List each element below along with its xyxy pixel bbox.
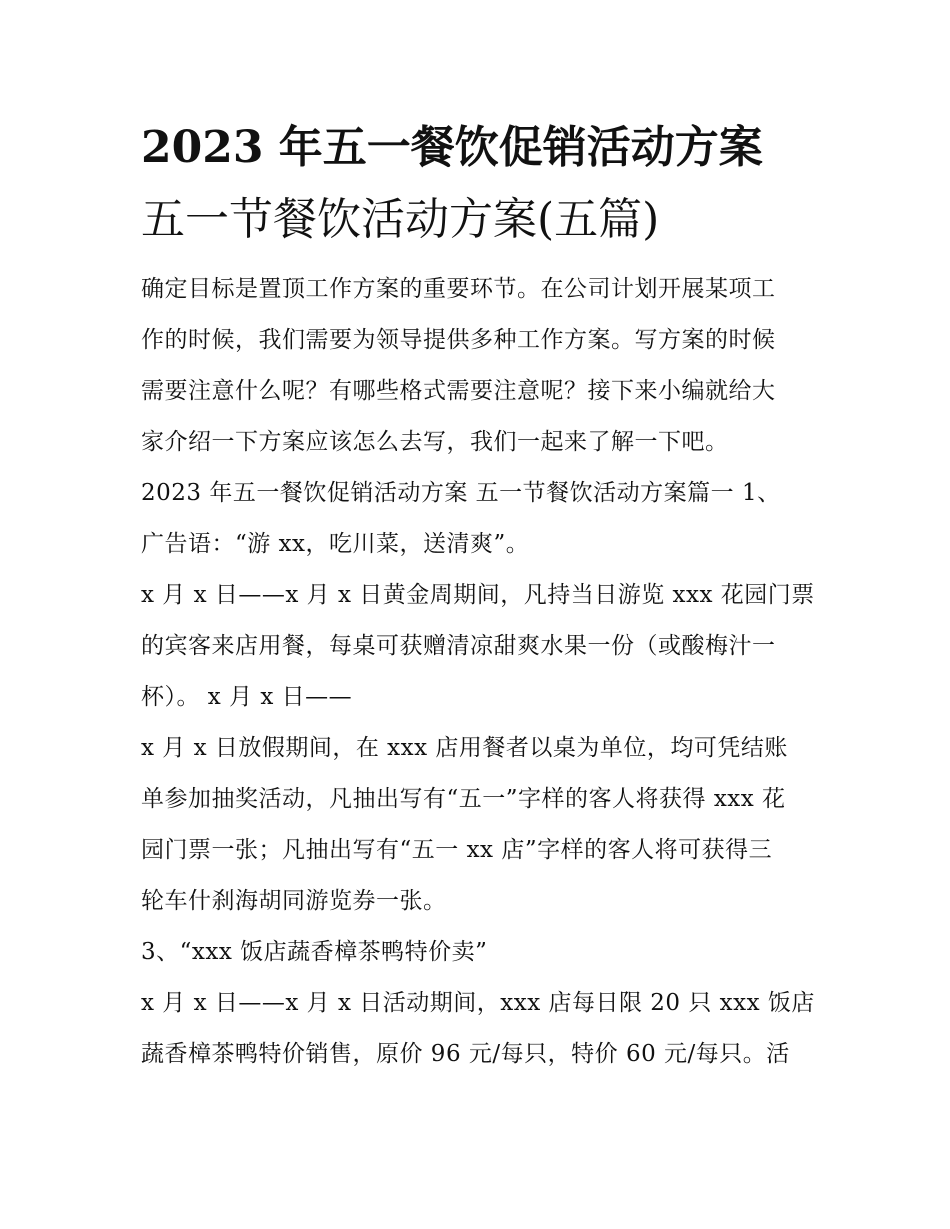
text-line: 确定目标是置顶工作方案的重要环节。在公司计划开展某项工 — [141, 276, 776, 302]
text-line: 需要注意什么呢？有哪些格式需要注意呢？接下来小编就给大 — [141, 378, 776, 404]
text-line: 园门票一张；凡抽出写有“五一 xx 店”字样的客人将可获得三 — [141, 837, 773, 863]
text-line: x 月 x 日放假期间，在 xxx 店用餐者以桌为单位，均可凭结账 — [141, 735, 788, 761]
paragraph-duck-special — [141, 978, 813, 1080]
text-line: 的宾客来店用餐，每桌可获赠清凉甜爽水果一份（或酸梅汁一 — [141, 633, 776, 659]
paragraph-lottery — [141, 723, 813, 927]
title-line-2: 五一节餐饮活动方案(五篇) — [141, 194, 660, 245]
title-line-1: 2023 年五一餐饮促销活动方案 — [141, 122, 763, 173]
text-line: 蔬香樟茶鸭特价销售，原价 96 元/每只，特价 60 元/每只。活 — [141, 1041, 790, 1067]
text-line: 家介绍一下方案应该怎么去写，我们一起来了解一下吧。 — [141, 429, 729, 455]
text-line: 杯）。 x 月 x 日—— — [141, 684, 353, 710]
text-line: 轮车什刹海胡同游览券一张。 — [141, 888, 447, 914]
text-line: 2023 年五一餐饮促销活动方案 五一节餐饮活动方案篇一 1、 — [141, 480, 781, 506]
document-title — [141, 112, 813, 256]
document-content — [141, 112, 813, 1080]
paragraph-item-3-heading — [141, 927, 813, 978]
paragraph-section-heading — [141, 468, 813, 519]
text-line: x 月 x 日——x 月 x 日黄金周期间，凡持当日游览 xxx 花园门票 — [141, 582, 815, 608]
paragraph-golden-week — [141, 570, 813, 723]
text-line: x 月 x 日——x 月 x 日活动期间，xxx 店每日限 20 只 xxx 饭店 — [141, 990, 815, 1016]
text-line: 单参加抽奖活动，凡抽出写有“五一”字样的客人将获得 xxx 花 — [141, 786, 786, 812]
paragraph-slogan — [141, 519, 813, 570]
text-line: 作的时候，我们需要为领导提供多种工作方案。写方案的时候 — [141, 327, 776, 353]
document-body — [141, 264, 813, 1080]
text-line: 3、“xxx 饭店蔬香樟茶鸭特价卖” — [141, 939, 488, 965]
text-line: 广告语：“游 xx，吃川菜，送清爽”。 — [141, 531, 530, 557]
paragraph-intro — [141, 264, 813, 468]
